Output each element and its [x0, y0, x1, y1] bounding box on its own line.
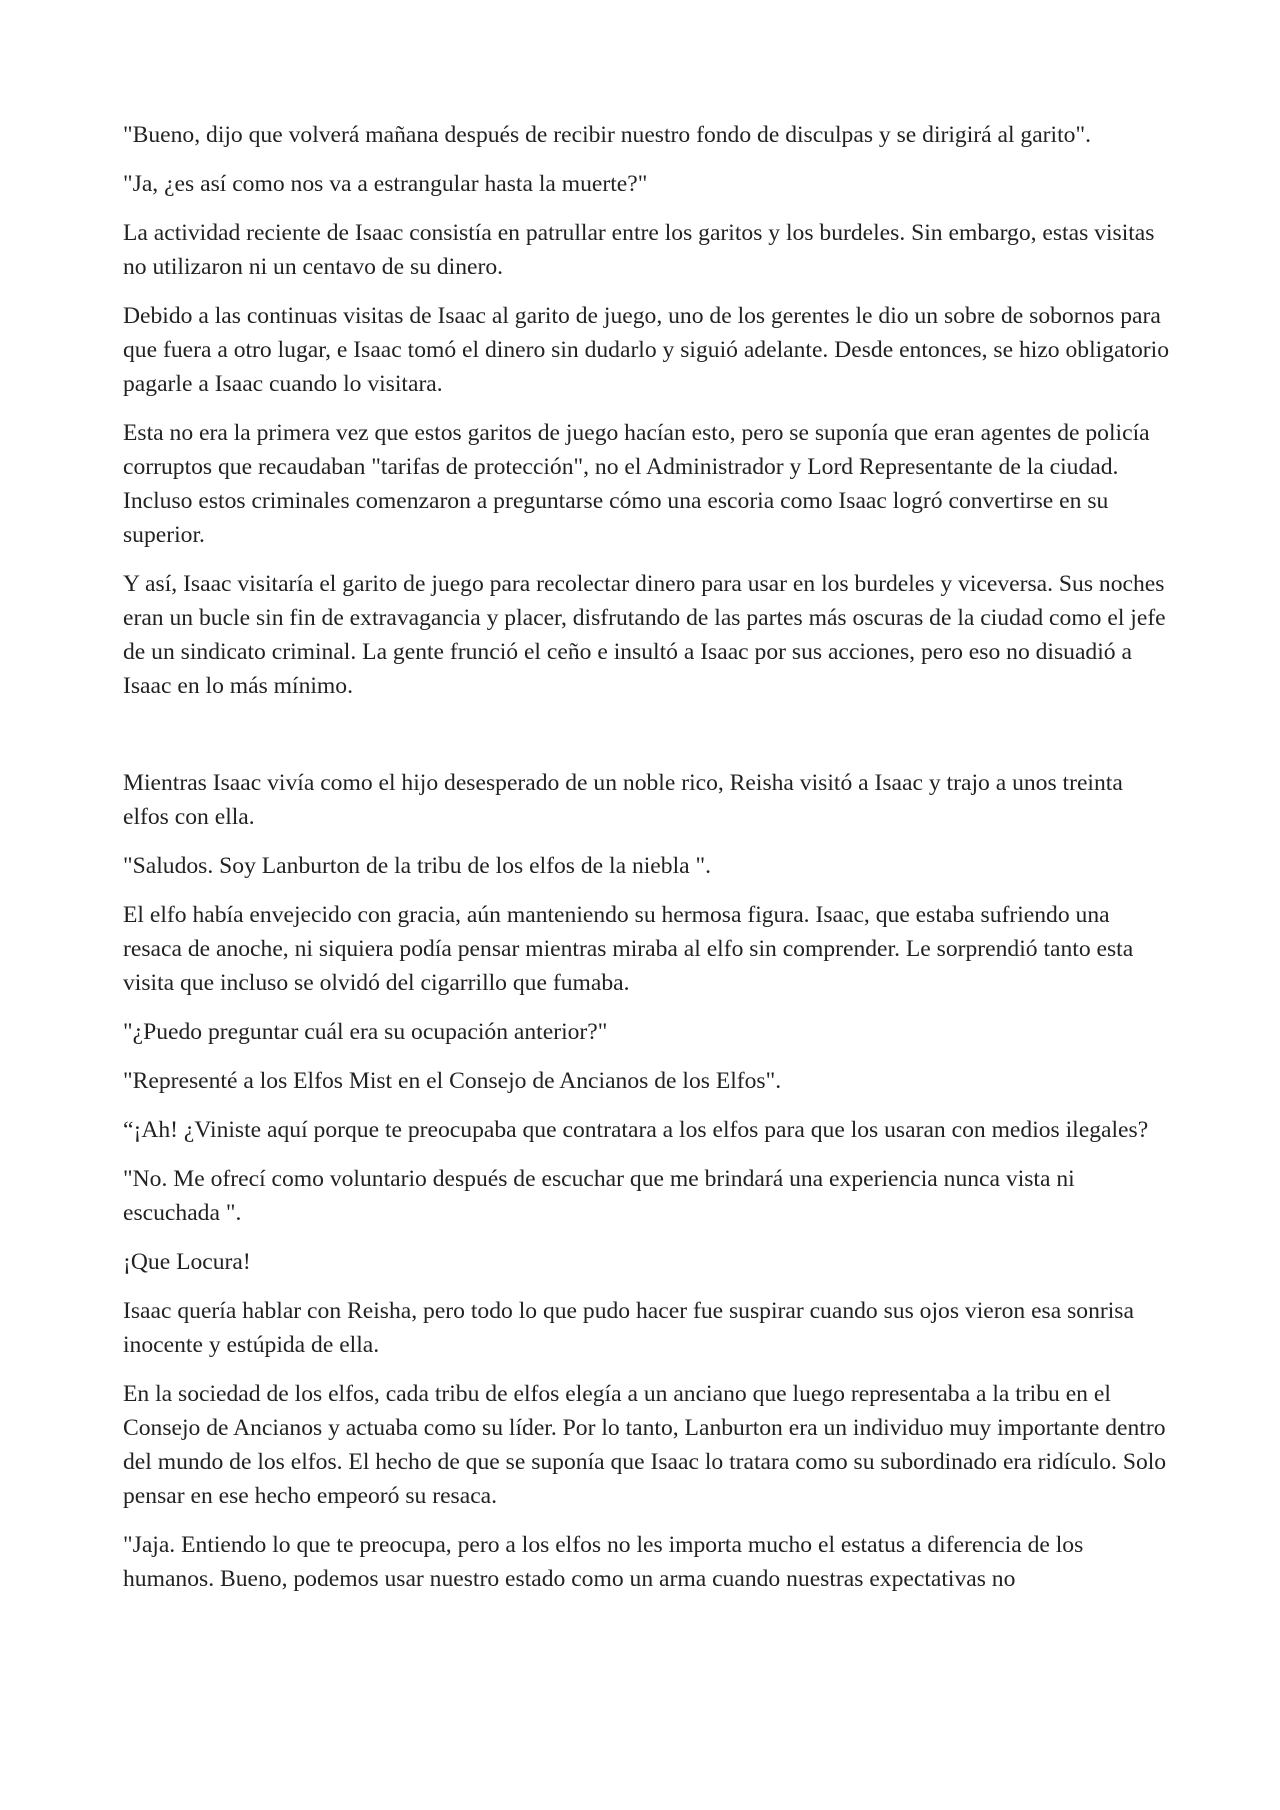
paragraph: Isaac quería hablar con Reisha, pero todo lo que pudo hacer fue suspirar cuando sus ojos vieron esa sonrisa inocente y estúpida de ella.: [123, 1298, 1134, 1358]
paragraph: "¿Puedo preguntar cuál era su ocupación anterior?": [123, 1019, 608, 1045]
paragraph: La actividad reciente de Isaac consistía en patrullar entre los garitos y los burdeles. Sin embargo, estas visitas no utilizaron ni un centavo de su dinero.: [123, 220, 1155, 280]
paragraph: "Ja, ¿es así como nos va a estrangular hasta la muerte?": [123, 171, 648, 197]
paragraph: El elfo había envejecido con gracia, aún manteniendo su hermosa figura. Isaac, que estaba sufriendo una resaca de anoche, ni siquiera podía pensar mientras miraba al elfo sin comprender. Le sorprendió tanto esta visita que incluso se olvidó del cigarrillo que fumaba.: [123, 902, 1134, 996]
paragraph: "No. Me ofrecí como voluntario después de escuchar que me brindará una experiencia nunca vista ni escuchada ".: [123, 1166, 1075, 1226]
paragraph: "Saludos. Soy Lanburton de la tribu de los elfos de la niebla ".: [123, 853, 712, 879]
paragraph: Debido a las continuas visitas de Isaac al garito de juego, uno de los gerentes le dio un sobre de sobornos para que fuera a otro lugar, e Isaac tomó el dinero sin dudarlo y siguió adelante. Desde entonces, se hizo obligatorio pagarle a Isaac cuando lo visitara.: [123, 303, 1170, 397]
paragraph: “¡Ah! ¿Viniste aquí porque te preocupaba que contratara a los elfos para que los usaran con medios ilegales?: [123, 1117, 1149, 1143]
paragraph: "Representé a los Elfos Mist en el Consejo de Ancianos de los Elfos".: [123, 1068, 782, 1094]
paragraph: En la sociedad de los elfos, cada tribu de elfos elegía a un anciano que luego representaba a la tribu en el Consejo de Ancianos y actuaba como su líder. Por lo tanto, Lanburton era un individuo muy importante dentro del mundo de los elfos. El hecho de que se suponía que Isaac lo tratara como su subordinado era ridículo. Solo pensar en ese hecho empeoró su resaca.: [123, 1381, 1167, 1509]
paragraph: "Jaja. Entiendo lo que te preocupa, pero a los elfos no les importa mucho el estatus a diferencia de los humanos. Bueno, podemos usar nuestro estado como un arma cuando nuestras expectativas no: [123, 1532, 1084, 1592]
paragraph: "Bueno, dijo que volverá mañana después de recibir nuestro fondo de disculpas y se dirigirá al garito".: [123, 122, 1091, 148]
paragraph: ¡Que Locura!: [123, 1249, 251, 1275]
document-page: [123, 118, 1173, 1611]
paragraph: Mientras Isaac vivía como el hijo desesperado de un noble rico, Reisha visitó a Isaac y trajo a unos treinta elfos con ella.: [123, 770, 1123, 830]
section-break: [123, 718, 1173, 766]
paragraph: Y así, Isaac visitaría el garito de juego para recolectar dinero para usar en los burdeles y viceversa. Sus noches eran un bucle sin fin de extravagancia y placer, disfrutando de las partes más oscuras de la ciudad como el jefe de un sindicato criminal. La gente frunció el ceño e insultó a Isaac por sus acciones, pero eso no disuadió a Isaac en lo más mínimo.: [123, 571, 1166, 699]
paragraph: Esta no era la primera vez que estos garitos de juego hacían esto, pero se suponía que eran agentes de policía corruptos que recaudaban "tarifas de protección", no el Administrador y Lord Representante de la ciudad. Incluso estos criminales comenzaron a preguntarse cómo una escoria como Isaac logró convertirse en su superior.: [123, 420, 1150, 548]
